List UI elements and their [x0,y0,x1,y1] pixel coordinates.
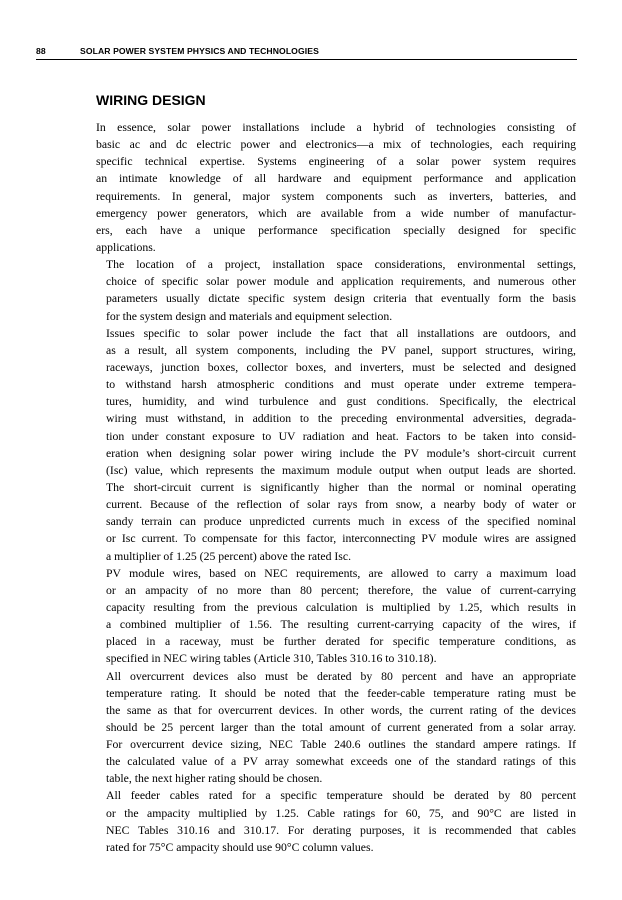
text-line: for the system design and materials and equipment selection. [106,309,393,323]
paragraph [96,256,576,325]
text-line: NEC Tables 310.16 and 310.17. For derating purposes, it is recommended that cables [106,823,576,837]
text-line: All overcurrent devices also must be derated by 80 percent and have an appropriate [106,669,576,683]
page-number: 88 [36,46,46,56]
text-line: requirements. In general, major system components such as inverters, batteries, and [96,189,576,203]
body-text [96,119,576,856]
text-line: sandy terrain can produce unpredicted currents much in excess of the specified nominal [106,515,576,529]
text-line: tion under constant exposure to UV radiation and heat. Factors to be taken into consid- [106,429,576,443]
paragraph [96,668,576,788]
text-line: or an ampacity of no more than 80 percent; therefore, the value of current-carrying [106,583,576,597]
text-line: The short-circuit current is significantly higher than the normal or nominal operating [106,480,576,494]
text-line: table, the next higher rating should be chosen. [106,772,323,786]
text-line: a combined multiplier of 1.56. The resulting current-carrying capacity of the wires, if [106,618,576,632]
text-line: PV module wires, based on NEC requirements, are allowed to carry a maximum load [106,566,576,580]
section-heading: WIRING DESIGN [96,92,206,108]
text-line: should be 25 percent larger than the total amount of current generated from a solar array. [106,720,576,734]
text-line: Issues specific to solar power include the fact that all installations are outdoors, and [106,326,576,340]
text-line: a multiplier of 1.25 (25 percent) above the rated Isc. [106,549,352,563]
text-line: the calculated value of a PV array somewhat exceeds one of the standard ratings of this [106,755,576,769]
text-line: The location of a project, installation space considerations, environmental settings, [106,258,576,272]
paragraph [96,119,576,256]
text-line: as a result, all system components, including the PV panel, support structures, wiring, [106,343,576,357]
paragraph [96,565,576,668]
text-line: or the ampacity multiplied by 1.25. Cable ratings for 60, 75, and 90°C are listed in [106,806,576,820]
text-line: an intimate knowledge of all hardware and equipment performance and application [96,172,576,186]
text-line: ers, each have a unique performance specification specially designed for specific [96,223,576,237]
text-line: capacity resulting from the previous calculation is multiplied by 1.25, which results in [106,600,576,614]
text-line: specific technical expertise. Systems engineering of a solar power system requires [96,155,576,169]
paragraph [96,787,576,856]
text-line: raceways, junction boxes, collector boxes, and inverters, must be selected and designed [106,360,576,374]
text-line: In essence, solar power installations include a hybrid of technologies consisting of [96,121,576,134]
text-line: to withstand harsh atmospheric conditions and must operate under extreme tempera- [106,378,576,392]
text-line: emergency power generators, which are available from a wide number of manufactur- [96,206,576,220]
text-line: rated for 75°C ampacity should use 90°C column values. [106,840,374,854]
text-line: wiring must withstand, in addition to the preceding environmental adversities, degrada- [106,412,576,426]
text-line: basic ac and dc electric power and electronics—a mix of technologies, each requiring [96,138,576,152]
text-line: applications. [96,240,156,254]
text-line: placed in a raceway, must be further derated for specific temperature conditions, as [106,635,576,649]
running-head [36,45,577,60]
text-line: temperature rating. It should be noted that the feeder-cable temperature rating must be [106,686,576,700]
paragraph [96,325,576,565]
text-line: or Isc current. To compensate for this factor, interconnecting PV module wires are assigned [106,532,576,546]
text-line: All feeder cables rated for a specific temperature should be derated by 80 percent [106,789,576,803]
text-line: the same as that for overcurrent devices. In other words, the current rating of the devices [106,703,576,717]
text-line: parameters usually dictate specific system design criteria that eventually form the basis [106,292,576,306]
text-line: choice of specific solar power module and application requirements, and numerous other [106,275,576,289]
text-line: For overcurrent device sizing, NEC Table 240.6 outlines the standard ampere ratings. If [106,738,576,752]
text-line: eration when designing solar power wiring include the PV module’s short-circuit current [106,446,576,460]
text-line: current. Because of the reflection of solar rays from snow, a nearby body of water or [106,498,576,512]
text-line: tures, humidity, and wind turbulence and gust conditions. Specifically, the electrical [106,395,576,409]
text-line: (Isc) value, which represents the maximum module output when output leads are shorted. [106,463,576,477]
running-head-title: SOLAR POWER SYSTEM PHYSICS AND TECHNOLOGIES [80,46,319,56]
text-line: specified in NEC wiring tables (Article 310, Tables 310.16 to 310.18). [106,652,437,666]
